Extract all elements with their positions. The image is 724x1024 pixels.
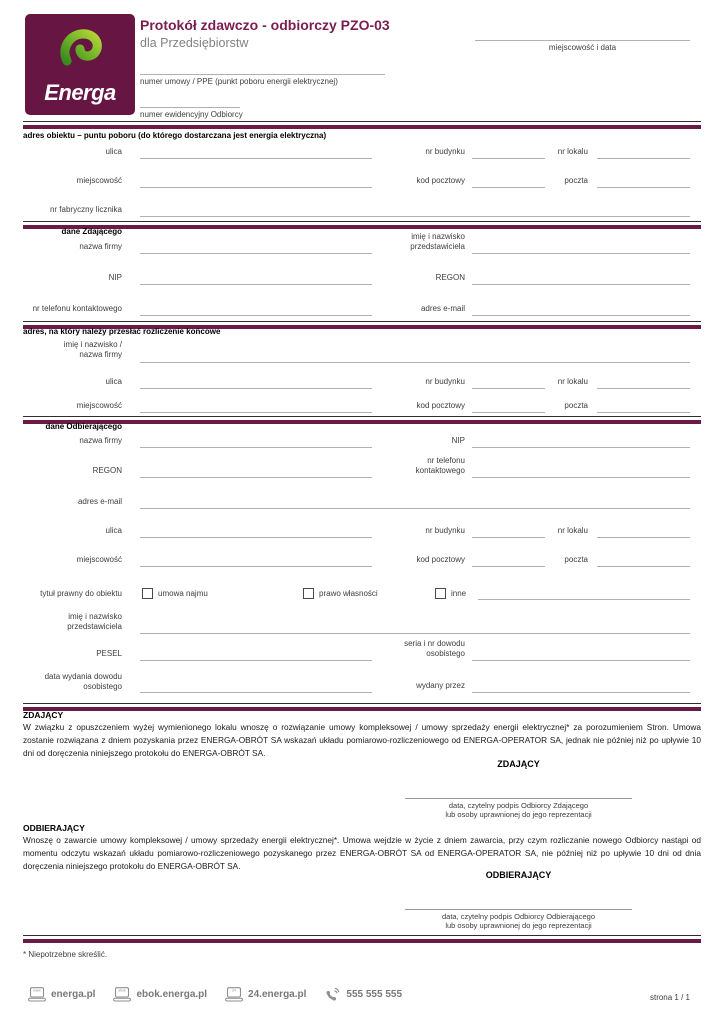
receiver-rep-name-field[interactable] <box>140 633 690 634</box>
object-post-office-label: poczta <box>564 176 588 185</box>
receiver-nip-label: NIP <box>451 436 465 445</box>
billing-name-label <box>10 340 122 360</box>
issued-by-label: wydany przez <box>416 681 465 690</box>
receiver-company-field[interactable] <box>140 447 372 448</box>
object-postal-code-field[interactable] <box>472 187 545 188</box>
footer-link-24 <box>225 987 306 1002</box>
energa-logo <box>25 14 135 115</box>
receiver-signature-heading: ODBIERAJĄCY <box>485 870 552 880</box>
legal-title-label: tytuł prawny do obiektu <box>40 589 122 598</box>
id-issue-date-label <box>10 672 122 692</box>
billing-name-label-l2: nazwa firmy <box>79 350 122 359</box>
checkbox-ownership-label: prawo własności <box>319 589 378 598</box>
section-title-receiver: dane Odbierającego <box>45 422 122 431</box>
transferor-signature-line[interactable] <box>405 798 632 799</box>
checkbox-lease[interactable] <box>142 588 153 599</box>
transferor-company-field[interactable] <box>140 253 372 254</box>
footer-link-24-label: 24.energa.pl <box>248 989 307 1000</box>
object-street-label: ulica <box>105 147 122 156</box>
page-title: Protokół zdawczo - odbiorczy PZO-03 <box>140 17 390 33</box>
id-issue-date-label-l1: data wydania dowodu <box>44 672 122 681</box>
receiver-postal-code-field[interactable] <box>472 566 545 567</box>
transferor-rep-name-label-l2: przedstawiciela <box>410 242 465 251</box>
svg-text:ebok: ebok <box>118 988 127 993</box>
billing-street-field[interactable] <box>140 388 372 389</box>
footer-phone <box>324 986 402 1003</box>
transferor-regon-label: REGON <box>435 273 465 282</box>
transferor-phone-field[interactable] <box>140 315 372 316</box>
transferor-phone-label: nr telefonu kontaktowego <box>32 304 122 313</box>
billing-building-no-field[interactable] <box>472 388 545 389</box>
pesel-field[interactable] <box>140 660 372 661</box>
transferor-company-label: nazwa firmy <box>79 242 122 251</box>
billing-postal-code-field[interactable] <box>472 412 545 413</box>
place-date-label: miejscowość i data <box>548 43 617 52</box>
receiver-rep-name-label-l1: imię i nazwisko <box>68 612 122 621</box>
billing-name-field[interactable] <box>140 362 690 363</box>
laptop-icon <box>28 987 46 1002</box>
receiver-city-label: miejscowość <box>76 555 122 564</box>
receiver-apartment-no-field[interactable] <box>597 537 690 538</box>
receiver-email-field[interactable] <box>140 508 690 509</box>
receiver-phone-label <box>352 456 465 476</box>
transferor-email-label: adres e-mail <box>420 304 465 313</box>
billing-apartment-no-label: nr lokalu <box>557 377 588 386</box>
receiver-phone-label-l2: kontaktowego <box>415 466 465 475</box>
receiver-signature-line[interactable] <box>405 909 632 910</box>
transferor-signature-caption-l2: lub osoby uprawnionej do jego reprezentacji <box>445 810 592 819</box>
object-postal-code-label: kod pocztowy <box>416 176 465 185</box>
receiver-post-office-label: poczta <box>564 555 588 564</box>
energa-swirl-icon <box>53 23 107 75</box>
billing-city-label: miejscowość <box>76 401 122 410</box>
transferor-signature-heading: ZDAJĄCY <box>497 759 540 769</box>
object-street-field[interactable] <box>140 158 372 159</box>
transferor-signature-caption-l1: data, czytelny podpis Odbiorcy Zdającego <box>448 801 589 810</box>
receiver-company-label: nazwa firmy <box>79 436 122 445</box>
receiver-regon-field[interactable] <box>140 477 372 478</box>
receiver-declaration-text: Wnoszę o zawarcie umowy kompleksowej / umowy sprzedaży energii elektrycznej*. Umowa wejdzie w życie z dniem zawarcia, przy czym rozliczanie nowego Odbiorcy nastąpi od momentu odczytu wskazań układu pomiarowo-rozliczeniowego pozyskanego przez ENERGA-OBRÓT SA od ENERGA-OPERATOR SA, nie później niż po upływie 10 dni od dnia doręczenia niniejszego protokołu do ENERGA-OBRÓT SA. <box>23 835 701 871</box>
id-series-label <box>352 639 465 659</box>
object-city-field[interactable] <box>140 187 372 188</box>
billing-street-label: ulica <box>105 377 122 386</box>
id-issue-date-label-l2: osobistego <box>83 682 122 691</box>
contract-number-field[interactable] <box>140 74 385 75</box>
footer-phone-label: 555 555 555 <box>346 989 403 1000</box>
checkbox-ownership[interactable] <box>303 588 314 599</box>
energa-logo-text: Energa <box>44 80 116 105</box>
receiver-phone-label-l1: nr telefonu <box>427 456 465 465</box>
object-building-no-field[interactable] <box>472 158 545 159</box>
footer-link-ebok <box>113 987 207 1002</box>
receiver-building-no-field[interactable] <box>472 537 545 538</box>
object-building-no-label: nr budynku <box>425 147 465 156</box>
receiver-signature-caption-l2: lub osoby uprawnionej do jego reprezentacji <box>445 921 592 930</box>
footer-link-energa-label: energa.pl <box>51 989 96 1000</box>
transferor-email-field[interactable] <box>472 315 690 316</box>
footnote: * Niepotrzebne skreślić. <box>23 950 108 959</box>
issued-by-field[interactable] <box>472 692 690 693</box>
billing-building-no-label: nr budynku <box>425 377 465 386</box>
svg-text:24: 24 <box>232 988 236 993</box>
page-subtitle: dla Przedsiębiorstw <box>140 36 249 50</box>
footer-link-ebok-label: ebok.energa.pl <box>136 989 208 1000</box>
receiver-phone-field[interactable] <box>472 477 690 478</box>
meter-serial-label: nr fabryczny licznika <box>49 205 122 214</box>
section-title-object-address: adres obiektu – puntu poboru (do którego dostarczana jest energia elektryczna) <box>23 131 327 140</box>
customer-number-field[interactable] <box>140 107 240 108</box>
checkbox-other-label: inne <box>451 589 467 598</box>
section-divider <box>23 935 701 943</box>
phone-icon <box>324 986 341 1003</box>
checkbox-lease-label: umowa najmu <box>158 589 208 598</box>
object-city-label: miejscowość <box>76 176 122 185</box>
receiver-street-field[interactable] <box>140 537 372 538</box>
receiver-postal-code-label: kod pocztowy <box>416 555 465 564</box>
svg-text:www: www <box>33 988 41 993</box>
transferor-nip-label: NIP <box>108 273 122 282</box>
receiver-rep-name-label <box>10 612 122 632</box>
transferor-declaration-heading: ZDAJĄCY <box>23 710 64 720</box>
receiver-regon-label: REGON <box>92 466 122 475</box>
id-series-field[interactable] <box>472 660 690 661</box>
section-divider <box>23 703 701 711</box>
section-title-billing-address: adres, na który należy przesłać rozliczenie końcowe <box>23 327 221 336</box>
footer-link-energa <box>28 987 95 1002</box>
footer <box>28 986 402 1003</box>
receiver-signature-caption-l1: data, czytelny podpis Odbiorcy Odbierającego <box>441 912 595 921</box>
section-title-transferor: dane Zdającego <box>61 227 122 236</box>
section-divider <box>23 416 701 424</box>
receiver-street-label: ulica <box>105 526 122 535</box>
transferor-regon-field[interactable] <box>472 284 690 285</box>
place-date-field[interactable] <box>475 40 690 41</box>
pesel-label: PESEL <box>96 649 122 658</box>
section-divider <box>23 221 701 229</box>
id-issue-date-field[interactable] <box>140 692 372 693</box>
laptop-icon <box>225 987 243 1002</box>
receiver-email-label: adres e-mail <box>77 497 122 506</box>
billing-post-office-field[interactable] <box>597 412 690 413</box>
transferor-rep-name-field[interactable] <box>472 253 690 254</box>
billing-post-office-label: poczta <box>564 401 588 410</box>
contract-number-label: numer umowy / PPE (punkt poboru energii elektrycznej) <box>140 77 338 86</box>
receiver-nip-field[interactable] <box>472 447 690 448</box>
receiver-apartment-no-label: nr lokalu <box>557 526 588 535</box>
receiver-building-no-label: nr budynku <box>425 526 465 535</box>
checkbox-other[interactable] <box>435 588 446 599</box>
section-divider <box>23 121 701 129</box>
billing-name-label-l1: imię i nazwisko / <box>63 340 122 349</box>
object-apartment-no-label: nr lokalu <box>557 147 588 156</box>
meter-serial-field[interactable] <box>140 216 690 217</box>
transferor-declaration-text: W związku z opuszczeniem wyżej wymienionego lokalu wnoszę o rozwiązanie umowy kompleksowej / umowy sprzedaży energii elektrycznej* za porozumieniem Stron. Umowa zostanie rozwiązana z dniem pozyskania przez ENERGA-OBRÓT SA wskazań układu pomiarowo-rozliczeniowego od ENERGA-OPERATOR SA, jednak nie później niż po upływie 10 dni od doręczenia niniejszego protokołu do ENERGA-OBRÓT SA. <box>23 722 701 758</box>
receiver-rep-name-label-l2: przedstawiciela <box>67 622 122 631</box>
laptop-icon <box>113 987 131 1002</box>
billing-postal-code-label: kod pocztowy <box>416 401 465 410</box>
customer-number-label: numer ewidencyjny Odbiorcy <box>140 110 243 119</box>
receiver-post-office-field[interactable] <box>597 566 690 567</box>
transferor-nip-field[interactable] <box>140 284 372 285</box>
receiver-declaration-heading: ODBIERAJĄCY <box>23 823 85 833</box>
receiver-city-field[interactable] <box>140 566 372 567</box>
billing-city-field[interactable] <box>140 412 372 413</box>
object-apartment-no-field[interactable] <box>597 158 690 159</box>
legal-other-field[interactable] <box>478 599 690 600</box>
transferor-rep-name-label-l1: imię i nazwisko <box>411 232 465 241</box>
billing-apartment-no-field[interactable] <box>597 388 690 389</box>
id-series-label-l1: seria i nr dowodu <box>404 639 465 648</box>
id-series-label-l2: osobistego <box>426 649 465 658</box>
object-post-office-field[interactable] <box>597 187 690 188</box>
page-number: strona 1 / 1 <box>649 993 690 1002</box>
transferor-rep-name-label <box>352 232 465 252</box>
